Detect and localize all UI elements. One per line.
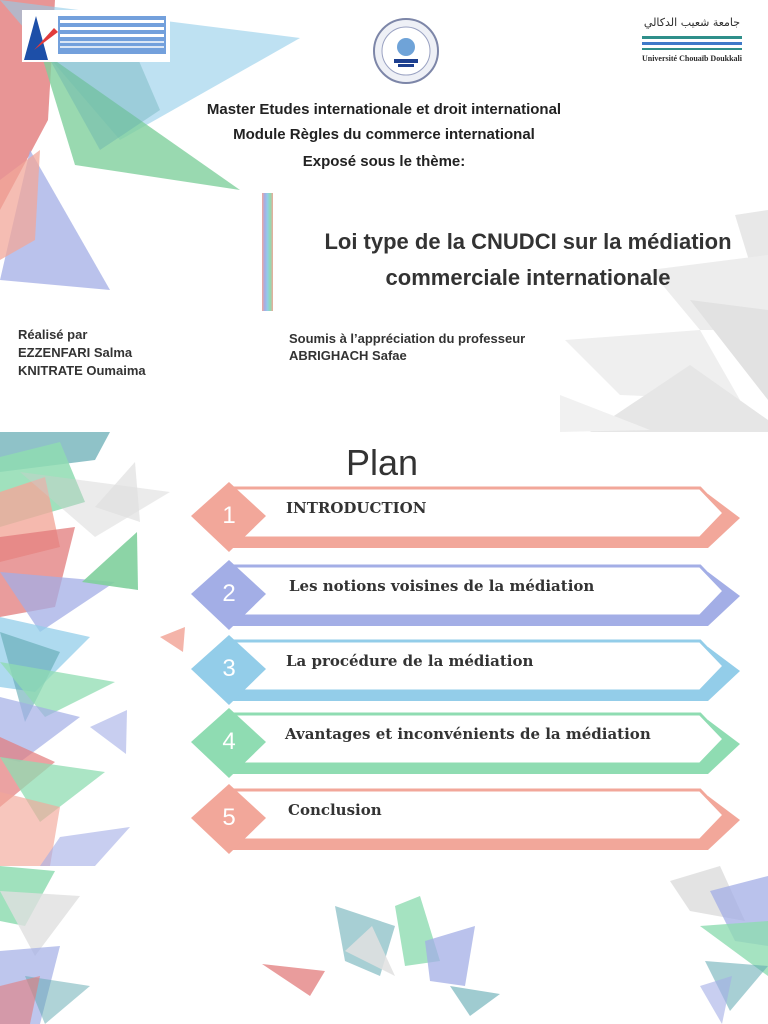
authors-label: Réalisé par — [18, 327, 88, 342]
university-logo-arabic: جامعة شعيب الدكالي — [643, 16, 741, 29]
university-logo-text: Université Chouaïb Doukkali — [641, 54, 743, 63]
author-name: EZZENFARI Salma — [18, 345, 133, 360]
presentation-title-line-2: commerciale internationale — [385, 265, 671, 290]
plan-title: Plan — [346, 442, 419, 483]
plan-item-4 — [0, 708, 768, 784]
plan-slide — [0, 432, 768, 866]
plan-item-number: 1 — [222, 502, 236, 529]
plan-item-label: Avantages et inconvénients de la médiation — [285, 725, 651, 743]
plan-item-1 — [0, 482, 768, 558]
next-slide-partial — [0, 866, 768, 1024]
plan-item-3 — [0, 635, 768, 711]
program-title: Master Etudes internationale et droit international — [206, 101, 562, 118]
plan-item-arrow-shape — [0, 635, 768, 711]
supervisor-label: Soumis à l’appréciation du professeur — [289, 331, 526, 346]
plan-item-number: 4 — [222, 728, 236, 755]
theme-label: Exposé sous le thème: — [302, 153, 466, 170]
plan-item-arrow-shape — [0, 708, 768, 784]
university-logo — [640, 16, 744, 68]
plan-item-label: Conclusion — [288, 801, 382, 819]
plan-item-arrow-shape — [0, 482, 768, 558]
seal-logo — [372, 17, 440, 85]
plan-item-2 — [0, 560, 768, 636]
plan-item-number: 2 — [222, 580, 236, 607]
title-accent-bar — [262, 193, 273, 311]
module-title: Module Règles du commerce international — [233, 126, 535, 143]
faculty-logo — [22, 10, 170, 62]
plan-item-5 — [0, 784, 768, 860]
presentation-title-line-1: Loi type de la CNUDCI sur la médiation — [324, 229, 732, 254]
supervisor-name: ABRIGHACH Safae — [289, 348, 407, 363]
plan-item-label: INTRODUCTION — [286, 499, 427, 517]
author-name: KNITRATE Oumaima — [18, 363, 146, 378]
title-slide — [0, 0, 768, 432]
plan-item-arrow-shape — [0, 784, 768, 860]
decorative-shapes — [0, 866, 768, 1024]
plan-item-label: La procédure de la médiation — [286, 652, 534, 670]
plan-item-arrow-shape — [0, 560, 768, 636]
plan-item-number: 5 — [222, 804, 236, 831]
plan-item-label: Les notions voisines de la médiation — [289, 577, 595, 595]
plan-item-number: 3 — [222, 655, 236, 682]
